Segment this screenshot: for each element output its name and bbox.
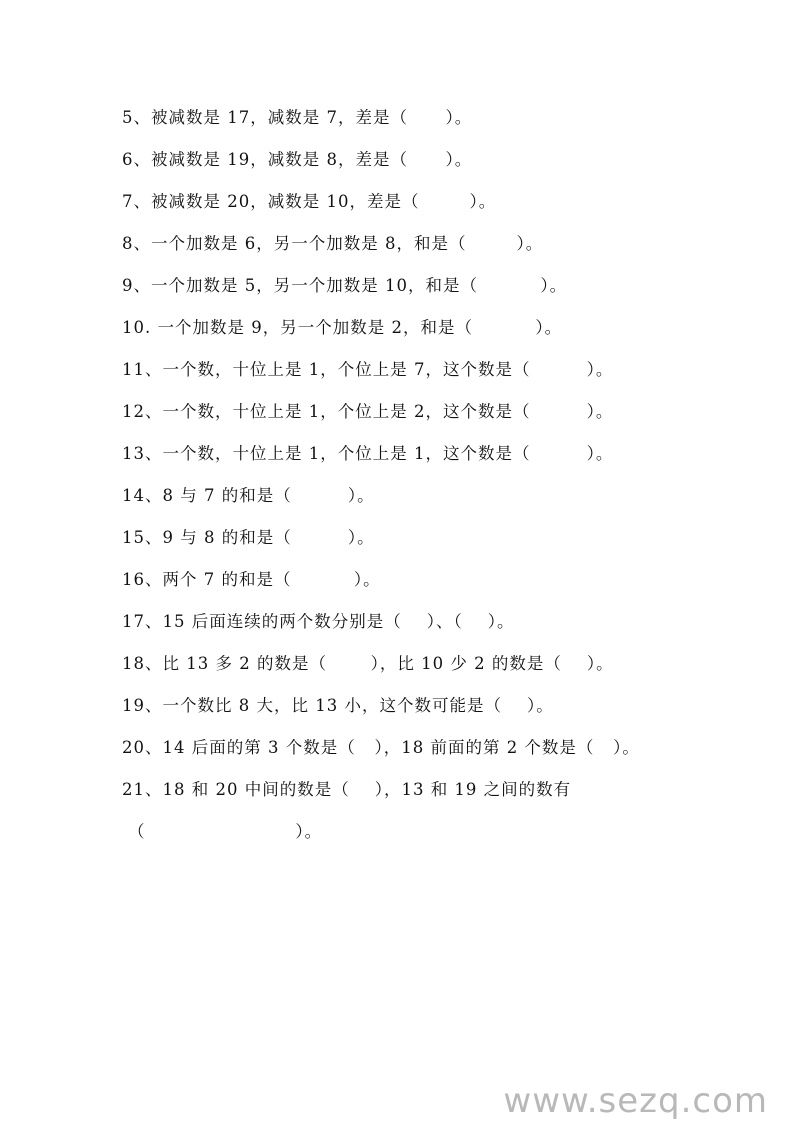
question-7: 7、被减数是 20，减数是 10，差是（ ）。 [122, 192, 497, 211]
question-5: 5、被减数是 17，减数是 7，差是（ ）。 [122, 108, 473, 127]
question-19: 19、一个数比 8 大，比 13 小，这个数可能是（ ）。 [122, 696, 554, 715]
question-13: 13、一个数，十位上是 1，个位上是 1，这个数是（ ）。 [122, 444, 614, 463]
watermark-text: www.sezq.com [503, 1081, 768, 1121]
question-20: 20、14 后面的第 3 个数是（ ），18 前面的第 2 个数是（ ）。 [122, 738, 640, 757]
question-14: 14、8 与 7 的和是（ ）。 [122, 486, 375, 505]
question-6: 6、被减数是 19，减数是 8，差是（ ）。 [122, 150, 473, 169]
question-9: 9、一个加数是 5，另一个加数是 10，和是（ ）。 [122, 276, 568, 295]
question-11: 11、一个数，十位上是 1，个位上是 7，这个数是（ ）。 [122, 360, 614, 379]
question-21-continuation: （ ）。 [128, 822, 323, 841]
question-18: 18、比 13 多 2 的数是（ ），比 10 少 2 的数是（ ）。 [122, 654, 614, 673]
question-15: 15、9 与 8 的和是（ ）。 [122, 528, 375, 547]
question-8: 8、一个加数是 6，另一个加数是 8，和是（ ）。 [122, 234, 544, 253]
question-10: 10. 一个加数是 9，另一个加数是 2，和是（ ）。 [122, 318, 563, 337]
question-12: 12、一个数，十位上是 1，个位上是 2，这个数是（ ）。 [122, 402, 614, 421]
question-16: 16、两个 7 的和是（ ）。 [122, 570, 381, 589]
question-21: 21、18 和 20 中间的数是（ ），13 和 19 之间的数有 [122, 780, 572, 799]
question-17: 17、15 后面连续的两个数分别是（ ）、（ ）。 [122, 612, 515, 631]
